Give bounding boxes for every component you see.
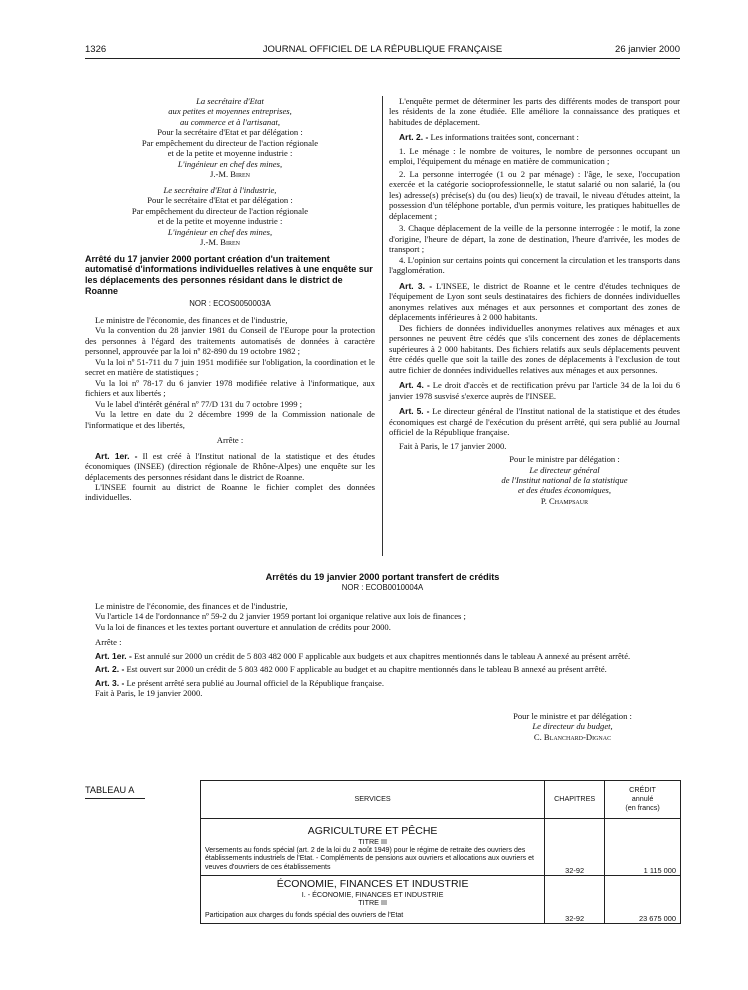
- tableau-label-rule: [85, 798, 145, 799]
- section-subtitle: I. - ÉCONOMIE, FINANCES ET INDUSTRIE: [301, 889, 444, 899]
- article-label: Art. 3. -: [399, 280, 433, 291]
- article-label: Art. 1er. -: [95, 650, 132, 661]
- chapitre-cell: 32-92: [545, 819, 605, 876]
- tableau-label: TABLEAU A: [85, 785, 135, 795]
- visa: Vu la loi nº 78-17 du 6 janvier 1978 modifiée relative à l'informatique, aux fichiers et aux libertés ;: [85, 377, 375, 399]
- section-subtitle: TITRE III: [358, 836, 387, 846]
- col-header-services: SERVICES: [201, 781, 545, 819]
- column-divider: [382, 96, 383, 556]
- fait-line: Fait à Paris, le 19 janvier 2000.: [95, 688, 203, 699]
- article-1: [85, 451, 375, 482]
- list-item: 4. L'opinion sur certains points qui concernent la circulation et les transports dans l'agglomération.: [389, 254, 680, 276]
- visa: Le ministre de l'économie, des finances et de l'industrie,: [95, 314, 288, 325]
- section-cell: [201, 819, 545, 876]
- sig-line: Le secrétaire d'Etat à l'industrie,: [163, 184, 277, 195]
- credit-header-line: annulé: [631, 794, 654, 804]
- sig-line: Pour la secrétaire d'Etat et par délégation :: [157, 127, 303, 138]
- sig-line: L'ingénieur en chef des mines,: [167, 226, 273, 237]
- visa: Vu la convention du 28 janvier 1981 du Conseil de l'Europe pour la protection des personnes à l'égard des traitements automatisés de données à caractère personnel, approuvée par la loi nº 82-890 du 19 octobre 1982 ;: [85, 325, 375, 357]
- sig-line: Le directeur général: [529, 464, 600, 475]
- visas: [85, 315, 375, 430]
- list-item: 3. Chaque déplacement de la veille de la personne interrogée : le motif, la zone d'origine, l'heure de départ, la zone de destination, l'heure d'arrivée, les modes de transport ;: [389, 223, 680, 255]
- article-label: Art. 3. -: [95, 677, 125, 688]
- sig-line: de l'Institut national de la statistique: [501, 474, 628, 485]
- col-header-chapitres: CHAPITRES: [545, 781, 605, 819]
- signature-block-2: [65, 185, 375, 248]
- section-title: AGRICULTURE ET PÊCHE: [307, 825, 438, 837]
- article-text: Il est créé à l'Institut national de la statistique et des études économiques (INSEE) (direction régionale de Rhône-Alpes) une enquête sur les déplacements des personnes résidant dans le district de Roanne.: [85, 450, 375, 482]
- row-description: Participation aux charges du fonds spécial des ouvriers de l'Etat: [205, 912, 404, 920]
- credit-header-line: (en francs): [625, 802, 660, 812]
- article-3: [85, 678, 680, 688]
- article-text: Le droit d'accès et de rectification prévu par l'article 34 de la loi du 6 janvier 1978 susvisé s'exerce auprès de l'INSEE.: [389, 380, 680, 401]
- arrete-title-2: Arrêtés du 19 janvier 2000 portant transfert de crédits: [265, 572, 500, 582]
- article-1: [85, 651, 680, 661]
- sig-line: et de la petite et moyenne industrie :: [157, 216, 283, 227]
- article-1-p2: L'INSEE fournit au district de Roanne le fichier complet des données individuelles.: [85, 481, 375, 503]
- arrete-title: Arrêté du 17 janvier 2000 portant création d'un traitement automatisé d'informations individuelles relatives à une enquête sur les déplacements des personnes résidant dans le district de Roanne: [85, 253, 373, 296]
- sig-name: C. Blanchard-Dignac: [533, 731, 612, 742]
- journal-title: JOURNAL OFFICIEL DE LA RÉPUBLIQUE FRANÇAISE: [262, 44, 503, 55]
- second-arrete: [85, 572, 680, 742]
- nor-reference: NOR : ECOS0050003A: [189, 299, 271, 309]
- table-row: [201, 819, 681, 876]
- sig-line: Pour le ministre par délégation :: [509, 454, 620, 465]
- visa: Vu l'article 14 de l'ordonnance nº 59-2 du 2 janvier 1959 portant loi organique relative aux lois de finances ;: [95, 611, 466, 622]
- row-description: Versements au fonds spécial (art. 2 de la loi du 2 août 1949) pour le régime de retraite des ouvriers des établissements industriels de l'Etat. - Compléments de pensions aux ouvriers et allocations aux ouvriers et veuves d'ouvriers de ces établissements: [205, 846, 534, 872]
- left-column: [85, 96, 375, 503]
- article-2: [389, 132, 680, 142]
- sig-line: au commerce et à l'artisanat,: [179, 116, 281, 127]
- article-5: [389, 406, 680, 437]
- sig-line: La secrétaire d'Etat: [196, 96, 264, 106]
- paragraph: L'enquête permet de déterminer les parts des différents modes de transport pour les résidents de la zone étudiée. Elle améliore la connaissance des pratiques et habitudes de déplacement.: [389, 96, 680, 127]
- credit-cell: 1 115 000: [605, 819, 681, 876]
- article-4: [389, 380, 680, 401]
- article-label: Art. 4. -: [399, 380, 430, 391]
- table-header-row: [201, 781, 681, 819]
- sig-line: et de la petite et moyenne industrie :: [167, 148, 293, 159]
- article-text: Est annulé sur 2000 un crédit de 5 803 482 000 F applicable aux budgets et aux chapitres mentionnés dans le tableau A annexé au présent arrêté.: [134, 650, 631, 661]
- visa: Vu le label d'intérêt général nº 77/D 131 du 7 octobre 1999 ;: [95, 398, 303, 409]
- sig-line: Par empêchement du directeur de l'action régionale: [141, 137, 319, 148]
- article-label: Art. 1er. -: [95, 450, 138, 461]
- sig-line: Pour le secrétaire d'Etat et par délégation :: [147, 195, 293, 206]
- signature-block-1: [85, 96, 375, 180]
- right-column: [389, 96, 680, 506]
- section-subtitle: TITRE III: [358, 898, 387, 908]
- sig-line: Pour le ministre et par délégation :: [513, 710, 632, 721]
- arrete-word: Arrête :: [216, 435, 244, 446]
- credit-header-line: CRÉDIT: [629, 785, 656, 795]
- list-item: 2. La personne interrogée (1 ou 2 par ménage) : l'âge, le sexe, l'occupation exercée et la catégorie socioprofessionnelle, le statut salarié ou non salarié, la (ou les) adresse(s) précise(s) du (ou des) lieu(x) de travail, le niveau d'études atteint, la possession d'un téléphone portable, d'un permis voiture, les pratiques habituelles de déplacement ;: [389, 168, 680, 221]
- sig-line: aux petites et moyennes entreprises,: [168, 106, 292, 117]
- article-text: Est ouvert sur 2000 un crédit de 5 803 482 000 F applicable au budget et au chapitre mentionnés dans le tableau B annexé au présent arrêté.: [126, 664, 607, 675]
- sig-name: J.-M. Biren: [209, 169, 251, 180]
- chapitre-cell: 32-92: [545, 875, 605, 923]
- article-3: [389, 281, 680, 323]
- visa: Le ministre de l'économie, des finances et de l'industrie,: [95, 600, 288, 611]
- sig-line: Le directeur du budget,: [532, 721, 613, 732]
- article-text: Le directeur général de l'Institut national de la statistique et des études économiques est chargé de l'exécution du présent arrêté, qui sera publié au Journal officiel de la République française.: [389, 406, 680, 438]
- credit-cell: 23 675 000: [605, 875, 681, 923]
- visa: Vu la loi nº 51-711 du 7 juin 1951 modifiée sur l'obligation, la coordination et le secret en matière de statistiques ;: [85, 356, 375, 378]
- page-number: 1326: [85, 44, 107, 55]
- arrete-word: Arrête :: [95, 637, 122, 648]
- article-text: Les informations traitées sont, concernant :: [430, 132, 579, 143]
- signature-block-3: [389, 454, 680, 506]
- issue-date: 26 janvier 2000: [615, 44, 680, 55]
- section-title: ÉCONOMIE, FINANCES ET INDUSTRIE: [276, 877, 469, 890]
- sig-name: J.-M. Biren: [199, 237, 241, 248]
- article-label: Art. 5. -: [399, 406, 430, 417]
- article-3-p2: Des fichiers de données individuelles anonymes relatives aux ménages et aux personnes ne peuvent être cédés que s'ils concernent des zones de déplacements supérieures à 2 000 habitants. Des fichiers relatifs aux seuls déplacements peuvent être cédés quelle que soit la taille des zones de déplacements à l'exclusion de tout autre fichier de données individuelles relatives aux ménages et aux personnes.: [389, 322, 680, 375]
- article-text: L'INSEE, le district de Roanne et le centre d'études techniques de l'équipement de Lyon sont seuls destinataires des fichiers de données individuelles anonymes relatives aux ménages et aux personnes et comportant des zones de déplacements inférieures à 2 000 habitants.: [389, 280, 681, 323]
- list-item: 1. Le ménage : le nombre de voitures, le nombre de personnes occupant un emploi, l'équipement du ménage en matière de communication ;: [389, 145, 680, 167]
- signature-block-4: [85, 711, 680, 742]
- header-rule: [85, 58, 680, 59]
- tableau-a: [200, 780, 681, 924]
- table-row: [201, 875, 681, 923]
- nor-reference-2: NOR : ECOB0010004A: [341, 583, 424, 593]
- section-cell: [201, 875, 545, 923]
- sig-line: Par empêchement du directeur de l'action régionale: [131, 205, 309, 216]
- article-label: Art. 2. -: [399, 132, 429, 143]
- col-header-credit: [605, 781, 681, 819]
- sig-name: P. Champsaur: [540, 495, 589, 506]
- sig-line: L'ingénieur en chef des mines,: [177, 158, 283, 169]
- article-2: [85, 664, 680, 674]
- visa: Vu la loi de finances et les textes portant ouverture et annulation de crédits pour 2000.: [95, 621, 391, 632]
- article-text: Le présent arrêté sera publié au Journal officiel de la République française.: [126, 677, 384, 688]
- sig-line: et des études économiques,: [517, 485, 612, 496]
- article-label: Art. 2. -: [95, 664, 125, 675]
- fait-line: Fait à Paris, le 17 janvier 2000.: [399, 440, 507, 451]
- visa: Vu la lettre en date du 2 décembre 1999 de la Commission nationale de l'informatique et des libertés,: [85, 409, 375, 430]
